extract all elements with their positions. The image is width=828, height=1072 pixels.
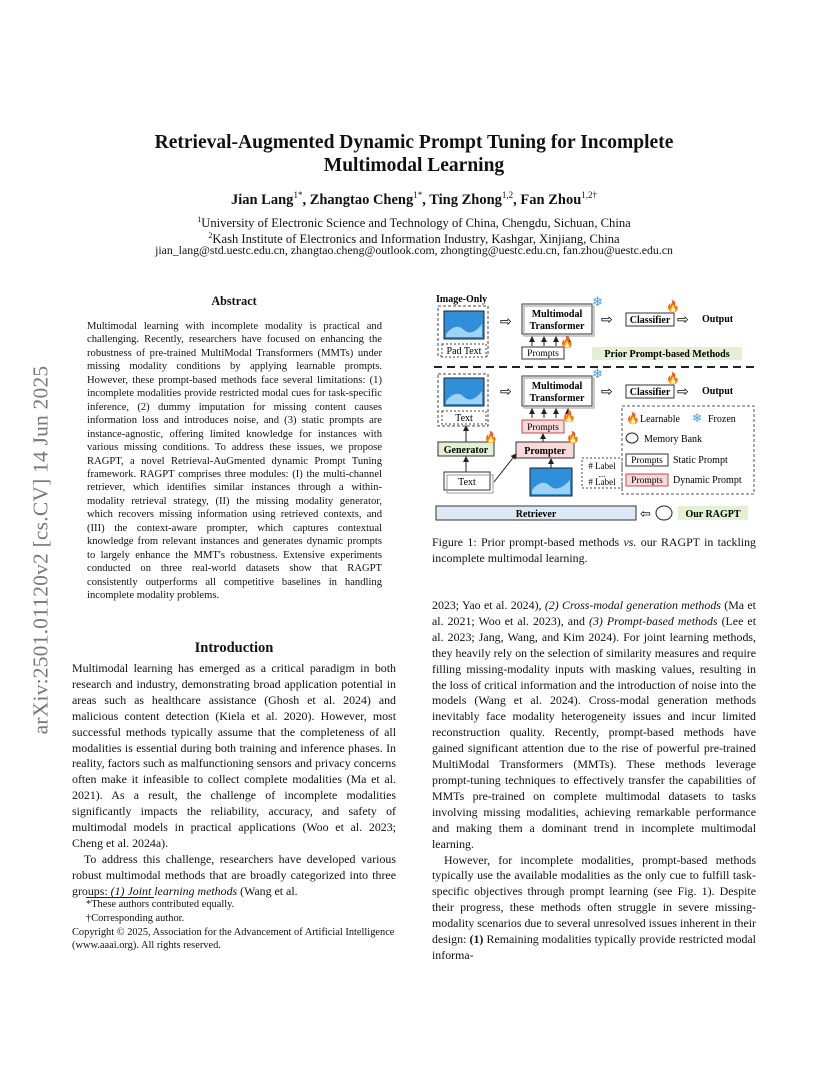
fig-arrow-icon-2: ⇨ [601,313,613,328]
fig-label-retriever: Retriever [515,509,557,520]
fig-arrow-icon-6: ⇨ [677,385,689,400]
fig-flame-icon-legend: 🔥 [626,413,640,425]
arxiv-sidebar [18,330,64,770]
fig-snowflake-icon-bottom: ❄ [592,366,603,381]
fig-arrow-icon-4: ⇨ [500,385,512,400]
fig-label-our-ragpt: Our RAGPT [685,509,741,520]
affiliation-1-sup: 1 [197,215,202,224]
author-2: Zhangtao Cheng [309,191,414,208]
intro-p2-italic: (1) Joint learning methods [110,883,238,898]
fig-memory-bank-icon-bottom [656,506,672,520]
footnote-rule [86,897,154,898]
rp1-b: (2) Cross-modal generation methods [544,598,721,612]
fig-label-prompts-bottom: Prompts [527,423,559,433]
fig-snowflake-icon-top: ❄ [592,294,603,309]
fig-label-classifier-top: Classifier [629,315,671,326]
caption-vs: vs. [623,535,637,549]
fig-label-pad-text: Pad Text [446,346,482,357]
fig-flame-icon-5: 🔥 [484,432,498,444]
caption-part-1: Figure 1: Prior prompt-based methods [432,535,624,549]
figure-diagram [432,292,756,528]
rp2-b: (1) [469,932,484,947]
rp2-c: Remaining modalities typically provide restricted modal informa- [432,932,756,962]
fig-label-dots: ... [598,469,606,479]
rp1-c: (Ma et al. 2021; Woo et al. 2023), and [432,598,756,628]
fig-flame-icon-3: 🔥 [666,373,680,385]
fig-flame-icon-2: 🔥 [560,337,574,349]
rp2-a: However, for incomplete modalities, prompt-based methods typically use the available modalities as the only cue to fulfill task-specific objectives through prompt learning (see Fig. 1). Despite their progress, these methods often struggle in severe missing-modality scenarios due to several unresolved issues inherent in their design: [432,852,756,947]
title-line-1: Retrieval-Augmented Dynamic Prompt Tuning for Incomplete [154,132,674,153]
author-3: Ting Zhong [429,191,502,208]
right-column [432,598,756,964]
fig-arrow-icon-5: ⇨ [601,385,613,400]
fig-legend-static-prompt: Static Prompt [673,455,728,466]
rp1-d: (3) Prompt-based methods [588,613,718,628]
author-1: Jian Lang [230,191,294,208]
fig-label-output-bottom: Output [702,386,734,397]
author-2-sup: 1* [413,190,423,200]
copyright-notice: Copyright © 2025, Association for the Advancement of Artificial Intelligence (www.aaai.org). All rights reserved. [72,927,395,951]
abstract-text: Multimodal learning with incomplete modality is practical and challenging. Recently, researchers have focused on enhancing the robustness of pre-trained MultiModal Transformers (MMTs) under missing modality conditions by applying learnable prompts. However, these prompt-based methods face several limitations: (1) incomplete modalities provide restricted modal cues for task-specific inference, (2) dummy imputation for missing content causes information loss and introduces noise, and (3) static prompts are instance-agnostic, offering limited knowledge for instances with various missing conditions. To address these issues, we propose RAGPT, a novel Retrieval-AuGmented dynamic Prompt Tuning framework. RAGPT comprises three modules: (I) the multi-channel retriever, which identifies similar instances through a within-modality retrieval strategy, (II) the missing modality generator, which recovers missing information using retrieved contexts, and (III) the context-aware prompter, which captures contextual knowledge from relevant instances and generates dynamic prompts to largely enhance the MMT's robustness. Extensive experiments conducted on three real-world datasets show that RAGPT consistently outperforms all competitive baselines in handling incomplete modality problems. [87,321,382,602]
fig-label-multimodal-top: Multimodal [531,309,583,320]
footnote-equal-contribution: *These authors contributed equally. [86,899,235,910]
figure-1 [432,292,756,528]
author-4: Fan Zhou [520,191,582,208]
title-line-2: Multimodal Learning [323,155,505,176]
right-paragraph-2 [432,853,756,964]
affiliation-1-text: University of Electronic Science and Technology of China, Chengdu, Sichuan, China [201,216,631,231]
fig-flame-icon-6: 🔥 [566,432,580,444]
fig-legend-learnable: Learnable [640,414,680,425]
fig-label-text-stack: Text [458,477,476,488]
footnote-corresponding: †Corresponding author. [86,913,185,924]
fig-label-prior-methods: Prior Prompt-based Methods [604,349,730,360]
fig-arrow-icon-7: ⇦ [640,506,651,521]
fig-memory-bank-icon-legend [626,433,638,443]
fig-snowflake-icon-legend: ❄ [692,411,703,425]
fig-label-output-top: Output [702,314,734,325]
fig-label-prompts-top: Prompts [527,349,559,359]
rp1-e: (Lee et al. 2023; Jang, Wang, and Kim 2024). For joint learning methods, they heavily rely on the selection of similarity measures and require filling missing-modality inputs with masking values, resulting in the loss of critical information and the introduction of noise into the models (Wang et al. 2024). Cross-modal generation methods inevitably face modality heterogeneity issues and incur limited reconstruction quality. Recently, prompt-based methods have gained significant attention due to the rise of powerful pre-trained MultiModal Transformers (MMTs). These methods leverage prompt-tuning techniques to effectively transfer the capabilities of MMTs pre-trained on complete multimodal datasets to tasks involving missing modalities, achieving remarkable performance and making them a dominant trend in incomplete multimodal learning. [432,613,756,851]
author-3-sup: 1,2 [501,190,514,200]
author-1-sup: 1* [293,190,303,200]
intro-paragraph-1: Multimodal learning has emerged as a critical paradigm in both research and industry, demonstrating broad application potential in areas such as healthcare assistance (Ghosh et al. 2024) and malicious content detection (Kiela et al. 2020). However, most successful methods typically assume that the completeness of all modalities is essential during both training and inference phases. In reality, factors such as malfunctioning sensors and privacy concerns often make it infeasible to collect complete modalities (Ma et al. 2021). As a result, the challenge of incomplete modalities significantly impacts the reliability, accuracy, and safety of multimodal models in practical applications (Woo et al. 2023; Cheng et al. 2024a). [72,661,396,850]
fig-flame-icon-1: 🔥 [666,301,680,313]
fig-arrow-line [494,454,516,482]
paper-title [100,131,728,177]
affiliation-2-text: Kash Institute of Electronics and Information Industry, Kashgar, Xinjiang, China [212,232,620,247]
fig-label-transformer-bottom: Transformer [529,393,585,404]
fig-label-text-dashed: Text [455,413,473,424]
author-emails: jian_lang@std.uestc.edu.cn, zhangtao.cheng@outlook.com, zhongting@uestc.edu.cn, fan.zhou@uestc.edu.cn [155,243,673,257]
author-list: Jian Lang$^{1*}$, Zhangtao Cheng$^{1*}$, Ting Zhong$^{1,2}$, Fan Zhou$^{1,2\dagger}$ [230,190,598,208]
fig-legend-memory-bank: Memory Bank [644,434,703,445]
intro-paragraph-2 [72,852,396,900]
fig-label-multimodal-bottom: Multimodal [531,381,583,392]
fig-arrow-icon-3: ⇨ [677,313,689,328]
abstract-heading: Abstract [211,294,257,308]
fig-legend-dynamic-prompt: Dynamic Prompt [673,475,742,486]
fig-legend-static-prompts: Prompts [631,456,663,466]
fig-label-transformer-top: Transformer [529,321,585,332]
intro-p2-tail: (Wang et al. [237,883,298,898]
caption-part-2: our RAGPT in tackling incomplete multimodal learning. [432,535,756,565]
introduction-heading: Introduction [194,640,274,656]
arxiv-id: arXiv:2501.01120v2 [cs.CV] 14 Jun 2025 [28,365,53,735]
fig-label-generator: Generator [443,445,489,456]
fig-arrow-icon-1: ⇨ [500,315,512,330]
right-paragraph-1 [432,598,756,853]
affiliation-2-sup: 2 [208,231,213,240]
fig-label-hash-2: # Label [588,477,616,487]
intro-column [72,661,396,900]
fig-legend-frozen: Frozen [708,414,736,425]
fig-label-hash-1: # Label [588,461,616,471]
author-4-sup: 1,2† [581,190,598,200]
figure-1-caption [432,535,756,567]
fig-label-classifier-bottom: Classifier [629,387,671,398]
rp1-a: 2023; Yao et al. 2024), [432,598,545,612]
fig-flame-icon-4: 🔥 [562,411,576,423]
intro-p2-text: To address this challenge, researchers have developed various robust multimodal methods that are broadly categorized into three groups: [72,851,396,898]
fig-legend-dynamic-prompts: Prompts [631,476,663,486]
fig-label-image-only: Image-Only [436,294,488,305]
fig-label-prompter: Prompter [524,446,566,457]
